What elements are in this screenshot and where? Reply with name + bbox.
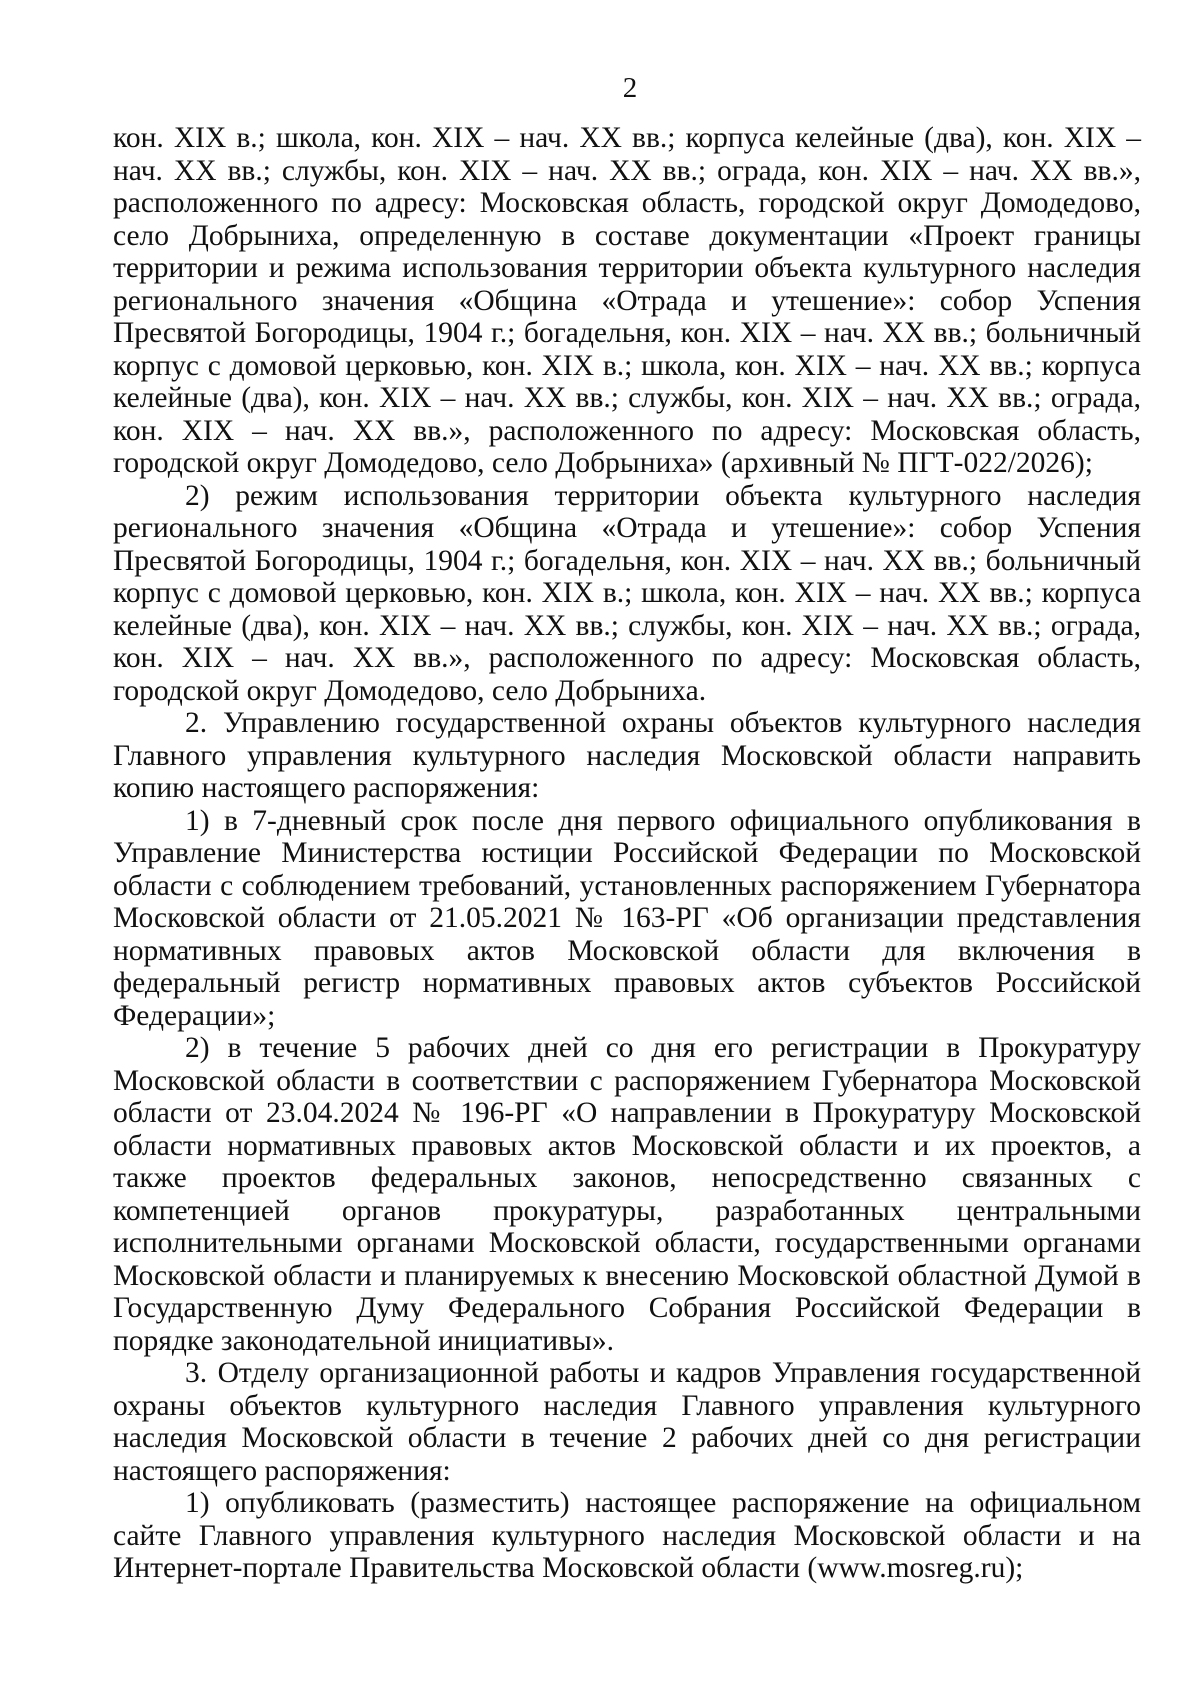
- page-number: 2: [622, 72, 638, 104]
- paragraph-continuation: кон. XIX в.; школа, кон. XIX – нач. XX вв.; корпуса келейные (два), кон. XIX – нач. XX вв.; службы, кон. XIX – нач. XX вв.; ограда, кон. XIX – нач. XX вв.», расположенного по адресу: Московская область, городской округ Домодедово, село Добрыниха, определенную в составе документации «Проект границы территории и режима использования территории объекта культурного наследия регионального значения «Община «Отрада и утешение»: собор Успения Пресвятой Богородицы, 1904 г.; богадельня, кон. XIX – нач. XX вв.; больничный корпус с домовой церковью, кон. XIX в.; школа, кон. XIX – нач. XX вв.; корпуса келейные (два), кон. XIX – нач. XX вв.; службы, кон. XIX – нач. XX вв.; ограда, кон. XIX – нач. XX вв.», расположенного по адресу: Московская область, городской округ Домодедово, село Добрыниха» (архивный № ПГТ-022/2026);: [113, 122, 1141, 479]
- paragraph-section-3-item-1: 1) опубликовать (разместить) настоящее распоряжение на официальном сайте Главного управления культурного наследия Московской области и на Интернет-портале Правительства Московской области (www.mosreg.ru);: [113, 1487, 1141, 1584]
- paragraph-section-3: 3. Отделу организационной работы и кадров Управления государственной охраны объектов культурного наследия Главного управления культурного наследия Московской области в течение 2 рабочих дней со дня регистрации настоящего распоряжения:: [113, 1357, 1141, 1487]
- paragraph-section-2-item-2: 2) в течение 5 рабочих дней со дня его регистрации в Прокуратуру Московской области в соответствии с распоряжением Губернатора Московской области от 23.04.2024 № 196-РГ «О направлении в Прокуратуру Московской области нормативных правовых актов Московской области и их проектов, а также проектов федеральных законов, непосредственно связанных с компетенцией органов прокуратуры, разработанных центральными исполнительными органами Московской области, государственными органами Московской области и планируемых к внесению Московской областной Думой в Государственную Думу Федерального Собрания Российской Федерации в порядке законодательной инициативы».: [113, 1032, 1141, 1357]
- paragraph-section-2-item-1: 1) в 7-дневный срок после дня первого официального опубликования в Управление Министерства юстиции Российской Федерации по Московской области с соблюдением требований, установленных распоряжением Губернатора Московской области от 21.05.2021 № 163-РГ «Об организации представления нормативных правовых актов Московской области для включения в федеральный регистр нормативных правовых актов субъектов Российской Федерации»;: [113, 804, 1141, 1032]
- paragraph-item-2-regime: 2) режим использования территории объекта культурного наследия регионального значения «Община «Отрада и утешение»: собор Успения Пресвятой Богородицы, 1904 г.; богадельня, кон. XIX – нач. XX вв.; больничный корпус с домовой церковью, кон. XIX в.; школа, кон. XIX – нач. XX вв.; корпуса келейные (два), кон. XIX – нач. XX вв.; службы, кон. XIX – нач. XX вв.; ограда, кон. XIX – нач. XX вв.», расположенного по адресу: Московская область, городской округ Домодедово, село Добрыниха.: [113, 479, 1141, 707]
- document-body: [113, 122, 1141, 1585]
- paragraph-section-2: 2. Управлению государственной охраны объектов культурного наследия Главного управления культурного наследия Московской области направить копию настоящего распоряжения:: [113, 707, 1141, 804]
